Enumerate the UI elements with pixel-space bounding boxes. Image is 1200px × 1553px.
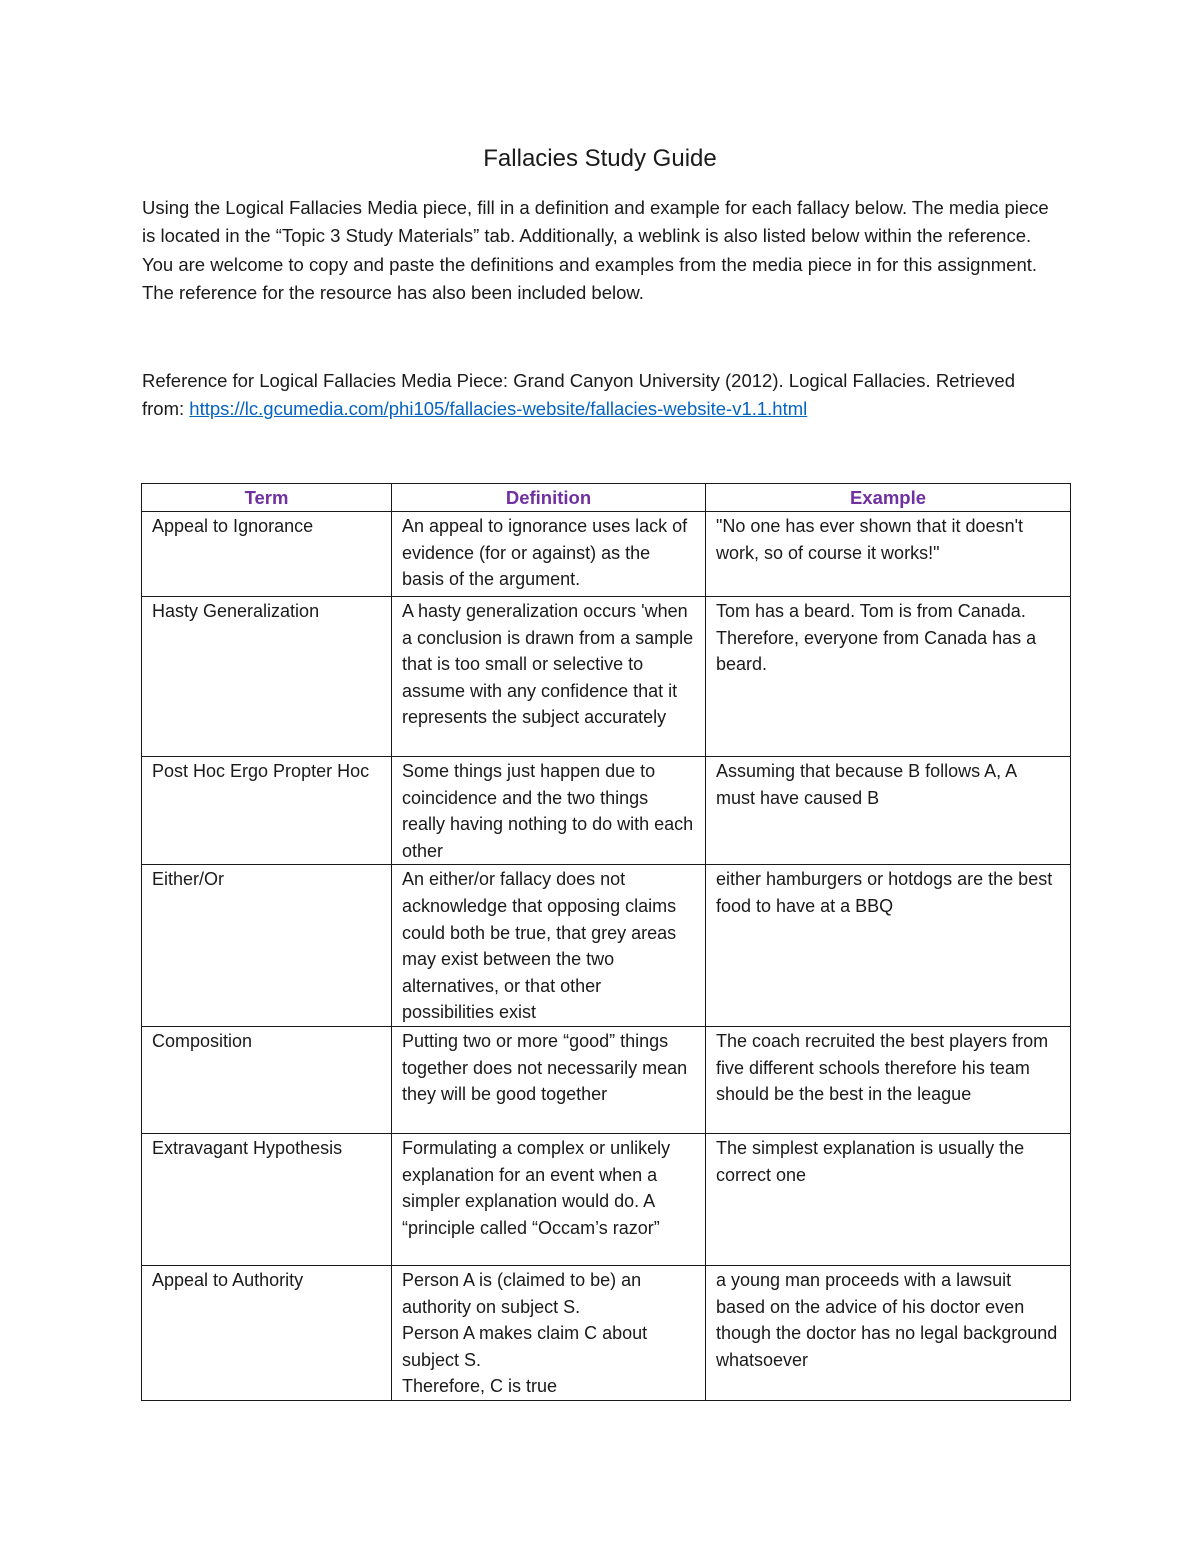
definition-line: Person A makes claim C about subject S. [402, 1323, 648, 1370]
table-header-row [142, 484, 1071, 512]
table-row [142, 757, 1071, 865]
table-row [142, 512, 1071, 597]
term-cell: Extravagant Hypothesis [142, 1133, 392, 1265]
table-row [142, 1133, 1071, 1265]
example-cell: "No one has ever shown that it doesn't work, so of course it works!" [706, 512, 1071, 597]
definition-cell: A hasty generalization occurs 'when a conclusion is drawn from a sample that is too small or selective to assume with any confidence that it represents the subject accurately [392, 597, 706, 757]
reference-paragraph [142, 367, 1062, 424]
definition-cell: An either/or fallacy does not acknowledge that opposing claims could both be true, that grey areas may exist between the two alternatives, or that other possibilities exist [392, 865, 706, 1027]
table-row [142, 597, 1071, 757]
term-cell: Appeal to Ignorance [142, 512, 392, 597]
example-cell: Tom has a beard. Tom is from Canada. Therefore, everyone from Canada has a beard. [706, 597, 1071, 757]
reference-link[interactable]: https://lc.gcumedia.com/phi105/fallacies-website/fallacies-website-v1.1.html [189, 398, 808, 420]
term-cell: Appeal to Authority [142, 1265, 392, 1400]
intro-paragraph: Using the Logical Fallacies Media piece, fill in a definition and example for each fallacy below. The media piece is located in the “Topic 3 Study Materials” tab. Additionally, a weblink is also listed below within the reference. You are welcome to copy and paste the definitions and examples from the media piece in for this assignment. The reference for the resource has also been included below. [142, 197, 1049, 303]
table-row [142, 1265, 1071, 1400]
term-cell: Either/Or [142, 865, 392, 1027]
definition-cell: An appeal to ignorance uses lack of evidence (for or against) as the basis of the argument. [392, 512, 706, 597]
example-cell: either hamburgers or hotdogs are the best food to have at a BBQ [706, 865, 1071, 1027]
definition-line: Person A is (claimed to be) an authority on subject S. [402, 1269, 642, 1317]
definition-cell: Putting two or more “good” things together does not necessarily mean they will be good together [392, 1026, 706, 1133]
table-row [142, 1026, 1071, 1133]
header-definition: Definition [392, 484, 706, 512]
definition-cell: Formulating a complex or unlikely explanation for an event when a simpler explanation would do. A “principle called “Occam’s razor” [392, 1133, 706, 1265]
reference-text: Reference for Logical Fallacies Media Piece: Grand Canyon University (2012). Logical Fallacies. Retrieved from: [142, 370, 1015, 420]
example-cell: a young man proceeds with a lawsuit based on the advice of his doctor even though the doctor has no legal background whatsoever [706, 1265, 1071, 1400]
table-row [142, 865, 1071, 1027]
term-cell: Composition [142, 1026, 392, 1133]
definition-line: Therefore, C is true [402, 1376, 558, 1397]
term-cell: Post Hoc Ergo Propter Hoc [142, 757, 392, 865]
fallacies-table [141, 483, 1071, 1401]
definition-cell: Some things just happen due to coincidence and the two things really having nothing to do with each other [392, 757, 706, 865]
term-cell: Hasty Generalization [142, 597, 392, 757]
example-cell: The coach recruited the best players from five different schools therefore his team should be the best in the league [706, 1026, 1071, 1133]
example-cell: The simplest explanation is usually the correct one [706, 1133, 1071, 1265]
header-term: Term [142, 484, 392, 512]
header-example: Example [706, 484, 1071, 512]
page-title: Fallacies Study Guide [483, 145, 717, 172]
definition-cell [392, 1265, 706, 1400]
example-cell: Assuming that because B follows A, A must have caused B [706, 757, 1071, 865]
